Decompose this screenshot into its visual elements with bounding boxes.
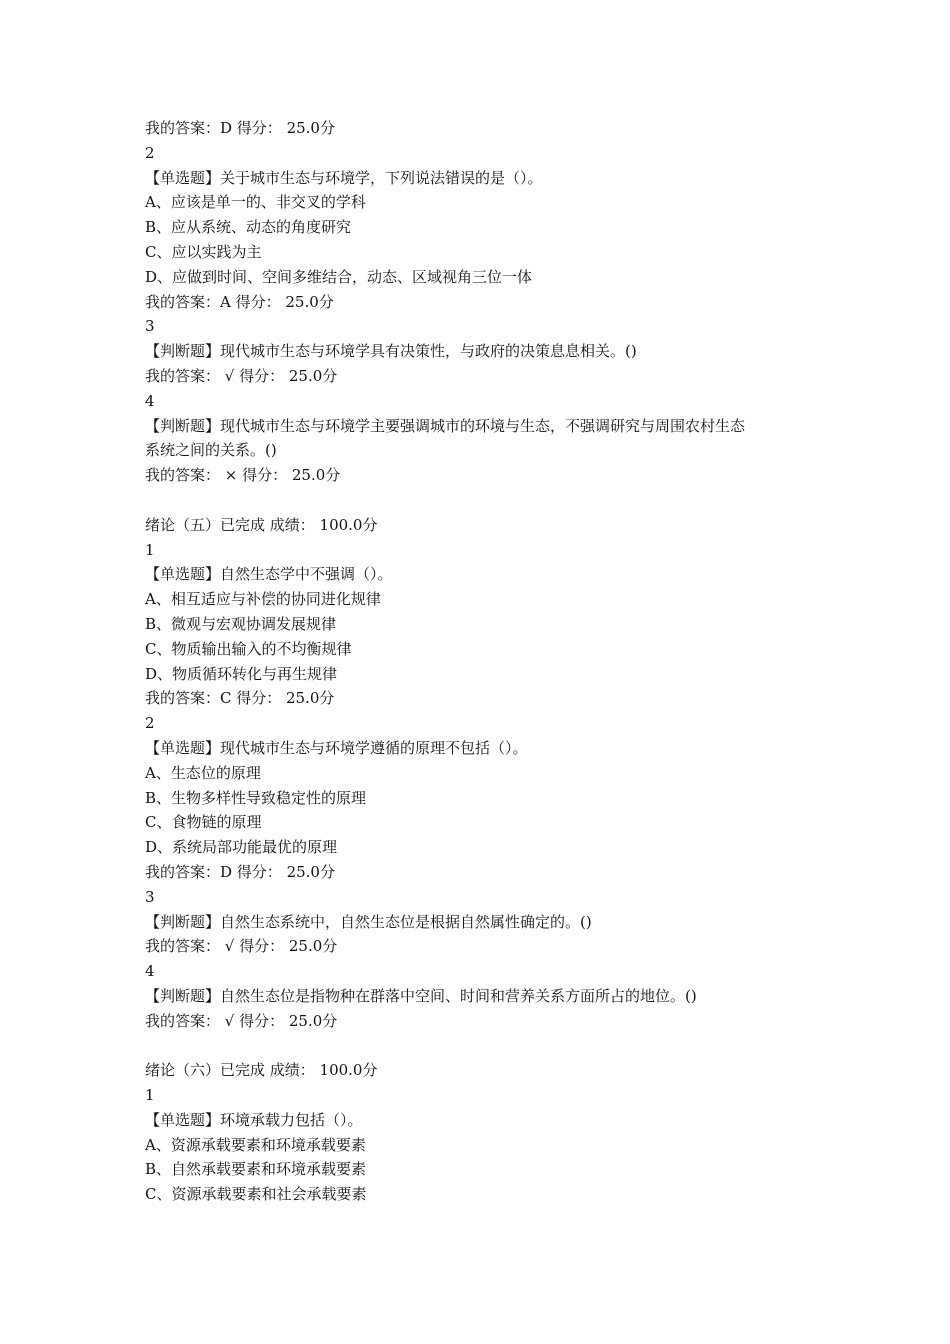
answer-line: 我的答案：D 得分： 25.0分	[145, 119, 335, 137]
question-number: 2	[145, 714, 155, 733]
question-number: 3	[145, 887, 155, 906]
question-text: 【单选题】现代城市生态与环境学遵循的原理不包括（）。	[145, 738, 528, 757]
question-number: 1	[145, 540, 155, 559]
option-d: D、物质循环转化与再生规律	[145, 664, 338, 683]
option-c: C、资源承载要素和社会承载要素	[145, 1185, 367, 1204]
blank-line	[145, 1033, 825, 1058]
section-header: 绪论（五）已完成 成绩： 100.0分	[145, 515, 378, 534]
question-text: 【单选题】关于城市生态与环境学，下列说法错误的是（）。	[145, 168, 543, 187]
question-text: 【判断题】现代城市生态与环境学主要强调城市的环境与生态，不强调研究与周围农村生态	[145, 416, 746, 435]
question-text: 【单选题】自然生态学中不强调（）。	[145, 565, 393, 584]
option-b: B、生物多样性导致稳定性的原理	[145, 788, 367, 807]
question-number: 4	[145, 391, 155, 410]
question-text: 【单选题】环境承载力包括（）。	[145, 1110, 363, 1129]
answer-line: 我的答案：C 得分： 25.0分	[145, 689, 335, 708]
answer-line: 我的答案： × 得分： 25.0分	[145, 466, 341, 485]
option-a: A、应该是单一的、非交叉的学科	[145, 193, 366, 212]
option-d: D、系统局部功能最优的原理	[145, 838, 338, 857]
answer-line: 我的答案：A 得分： 25.0分	[145, 292, 334, 311]
option-d: D、应做到时间、空间多维结合，动态、区域视角三位一体	[145, 267, 533, 286]
answer-line: 我的答案：D 得分： 25.0分	[145, 862, 335, 881]
question-text: 【判断题】自然生态系统中，自然生态位是根据自然属性确定的。()	[145, 912, 592, 931]
question-text: 【判断题】自然生态位是指物种在群落中空间、时间和营养关系方面所占的地位。()	[145, 986, 697, 1005]
option-b: B、自然承载要素和环境承载要素	[145, 1160, 367, 1179]
option-b: B、微观与宏观协调发展规律	[145, 614, 337, 633]
question-text: 【判断题】现代城市生态与环境学具有决策性，与政府的决策息息相关。()	[145, 342, 637, 361]
option-a: A、相互适应与补偿的协同进化规律	[145, 590, 381, 609]
document-page	[145, 116, 825, 1207]
section-header: 绪论（六）已完成 成绩： 100.0分	[145, 1061, 378, 1080]
question-number: 3	[145, 317, 155, 336]
option-c: C、物质输出输入的不均衡规律	[145, 639, 352, 658]
question-number: 2	[145, 143, 155, 162]
question-number: 4	[145, 962, 155, 981]
option-c: C、食物链的原理	[145, 813, 262, 832]
blank-line	[145, 488, 825, 513]
answer-line: 我的答案： √ 得分： 25.0分	[145, 1011, 338, 1030]
question-text-continued: 系统之间的关系。()	[145, 441, 277, 460]
answer-line: 我的答案： √ 得分： 25.0分	[145, 366, 338, 385]
answer-line: 我的答案： √ 得分： 25.0分	[145, 937, 338, 956]
option-c: C、应以实践为主	[145, 242, 262, 261]
option-a: A、生态位的原理	[145, 763, 261, 782]
option-b: B、应从系统、动态的角度研究	[145, 218, 352, 237]
option-a: A、资源承载要素和环境承载要素	[145, 1135, 366, 1154]
question-number: 1	[145, 1086, 155, 1105]
